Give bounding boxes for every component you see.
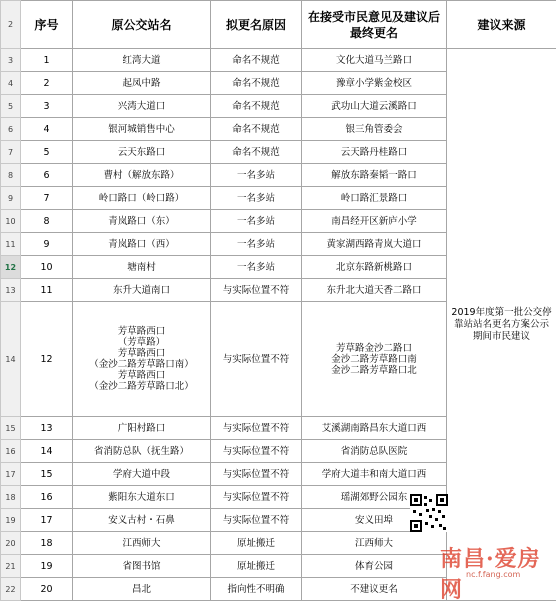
cell-original-name[interactable]: 省图书馆 [73, 555, 211, 578]
watermark-brand: 南昌·爱房网 [440, 542, 550, 604]
cell-rename-reason[interactable]: 与实际位置不符 [211, 417, 302, 440]
cell-final-name[interactable]: 省消防总队医院 [302, 440, 447, 463]
row-number[interactable]: 2 [1, 1, 21, 49]
cell-no[interactable]: 6 [21, 164, 73, 187]
cell-final-name[interactable]: 不建议更名 [302, 578, 447, 601]
cell-original-name[interactable] [73, 302, 211, 417]
cell-final-name[interactable]: 文化大道马兰路口 [302, 49, 447, 72]
cell-no[interactable]: 7 [21, 187, 73, 210]
header-no[interactable]: 序号 [21, 1, 73, 49]
cell-rename-reason[interactable]: 原址搬迁 [211, 532, 302, 555]
row-number[interactable]: 14 [1, 302, 21, 417]
cell-final-name[interactable]: 武功山大道云溪路口 [302, 95, 447, 118]
cell-final-name[interactable]: 东升北大道天香二路口 [302, 279, 447, 302]
cell-no[interactable]: 10 [21, 256, 73, 279]
row-number[interactable]: 3 [1, 49, 21, 72]
table-row [1, 49, 556, 72]
cell-original-name[interactable]: 安义古村・石鼻 [73, 509, 211, 532]
row-number[interactable]: 12 [1, 256, 21, 279]
row-number[interactable]: 16 [1, 440, 21, 463]
cell-original-name[interactable]: 紫阳东大道东口 [73, 486, 211, 509]
cell-no[interactable]: 13 [21, 417, 73, 440]
row-number[interactable]: 8 [1, 164, 21, 187]
cell-no[interactable]: 17 [21, 509, 73, 532]
cell-no[interactable]: 4 [21, 118, 73, 141]
row-number[interactable]: 5 [1, 95, 21, 118]
row-number[interactable]: 15 [1, 417, 21, 440]
cell-line: 金沙二路芳草路口北 [304, 365, 444, 376]
cell-line: （金沙二路芳草路口南） [75, 359, 208, 370]
cell-original-name[interactable]: 省消防总队（抚生路） [73, 440, 211, 463]
cell-original-name[interactable]: 青岚路口（东） [73, 210, 211, 233]
cell-rename-reason[interactable]: 一名多站 [211, 164, 302, 187]
cell-no[interactable]: 1 [21, 49, 73, 72]
cell-no[interactable]: 8 [21, 210, 73, 233]
cell-final-name[interactable] [302, 302, 447, 417]
cell-no[interactable]: 16 [21, 486, 73, 509]
cell-no[interactable]: 15 [21, 463, 73, 486]
cell-rename-reason[interactable]: 命名不规范 [211, 49, 302, 72]
cell-original-name[interactable]: 昌北 [73, 578, 211, 601]
cell-no[interactable]: 18 [21, 532, 73, 555]
cell-final-name[interactable]: 瑶湖郊野公园东 [302, 486, 447, 509]
cell-final-name[interactable]: 云天路丹桂路口 [302, 141, 447, 164]
row-number[interactable]: 21 [1, 555, 21, 578]
cell-rename-reason[interactable]: 命名不规范 [211, 72, 302, 95]
cell-rename-reason[interactable]: 与实际位置不符 [211, 486, 302, 509]
row-number[interactable]: 9 [1, 187, 21, 210]
cell-final-name[interactable]: 黄家湖西路青岚大道口 [302, 233, 447, 256]
cell-original-name[interactable]: 广阳村路口 [73, 417, 211, 440]
cell-no[interactable]: 11 [21, 279, 73, 302]
cell-rename-reason[interactable]: 一名多站 [211, 210, 302, 233]
cell-final-name[interactable]: 江西师大 [302, 532, 447, 555]
watermark-url: nc.f.fang.com [466, 570, 520, 579]
cell-rename-reason[interactable]: 与实际位置不符 [211, 302, 302, 417]
row-number[interactable]: 6 [1, 118, 21, 141]
row-number[interactable]: 11 [1, 233, 21, 256]
row-number[interactable]: 22 [1, 578, 21, 601]
cell-line: 芳草路西口 [75, 348, 208, 359]
cell-rename-reason[interactable]: 一名多站 [211, 187, 302, 210]
cell-original-name[interactable]: 兴湾大道口 [73, 95, 211, 118]
cell-final-name[interactable]: 银三角管委会 [302, 118, 447, 141]
header-original-name[interactable]: 原公交站名 [73, 1, 211, 49]
cell-no[interactable]: 19 [21, 555, 73, 578]
cell-source[interactable]: 2019年度第一批公交停靠站站名更名方案公示期间市民建议 [447, 49, 556, 601]
cell-final-name[interactable]: 豫章小学紫金校区 [302, 72, 447, 95]
cell-original-name[interactable]: 红湾大道 [73, 49, 211, 72]
cell-rename-reason[interactable]: 一名多站 [211, 233, 302, 256]
cell-final-name[interactable]: 安义田埠 [302, 509, 447, 532]
row-number[interactable]: 7 [1, 141, 21, 164]
row-number[interactable]: 18 [1, 486, 21, 509]
cell-rename-reason[interactable]: 与实际位置不符 [211, 440, 302, 463]
cell-no[interactable]: 3 [21, 95, 73, 118]
row-number[interactable]: 4 [1, 72, 21, 95]
cell-rename-reason[interactable]: 与实际位置不符 [211, 509, 302, 532]
cell-original-name[interactable]: 云天东路口 [73, 141, 211, 164]
cell-no[interactable]: 2 [21, 72, 73, 95]
cell-final-name[interactable]: 体育公园 [302, 555, 447, 578]
cell-final-name[interactable]: 岭口路汇景路口 [302, 187, 447, 210]
cell-no[interactable]: 9 [21, 233, 73, 256]
cell-original-name[interactable]: 东升大道南口 [73, 279, 211, 302]
header-row [1, 1, 556, 49]
cell-rename-reason[interactable]: 命名不规范 [211, 141, 302, 164]
cell-line: 金沙二路芳草路口南 [304, 354, 444, 365]
header-source[interactable]: 建议来源 [447, 1, 556, 49]
cell-original-name[interactable]: 起凤中路 [73, 72, 211, 95]
row-number[interactable]: 17 [1, 463, 21, 486]
cell-no[interactable]: 20 [21, 578, 73, 601]
cell-line: 芳草路西口 [75, 326, 208, 337]
cell-rename-reason[interactable]: 与实际位置不符 [211, 279, 302, 302]
cell-original-name[interactable]: 青岚路口（西） [73, 233, 211, 256]
cell-no[interactable]: 12 [21, 302, 73, 417]
cell-no[interactable]: 5 [21, 141, 73, 164]
cell-rename-reason[interactable]: 指向性不明确 [211, 578, 302, 601]
row-number[interactable]: 20 [1, 532, 21, 555]
cell-rename-reason[interactable]: 原址搬迁 [211, 555, 302, 578]
cell-original-name[interactable]: 塘南村 [73, 256, 211, 279]
cell-final-name[interactable]: 学府大道丰和南大道口西 [302, 463, 447, 486]
cell-original-name[interactable]: 银河城销售中心 [73, 118, 211, 141]
header-final-name[interactable]: 在接受市民意见及建议后最终更名 [302, 1, 447, 49]
cell-original-name[interactable]: 岭口路口（岭口路） [73, 187, 211, 210]
cell-rename-reason[interactable]: 命名不规范 [211, 118, 302, 141]
cell-rename-reason[interactable]: 与实际位置不符 [211, 463, 302, 486]
cell-line: （芳草路） [75, 337, 208, 348]
cell-rename-reason[interactable]: 命名不规范 [211, 95, 302, 118]
cell-line: 芳草路西口 [75, 370, 208, 381]
cell-original-name[interactable]: 学府大道中段 [73, 463, 211, 486]
row-number[interactable]: 13 [1, 279, 21, 302]
row-number[interactable]: 19 [1, 509, 21, 532]
cell-line: 芳草路金沙二路口 [304, 343, 444, 354]
cell-original-name[interactable]: 江西师大 [73, 532, 211, 555]
cell-final-name[interactable]: 艾溪湖南路昌东大道口西 [302, 417, 447, 440]
cell-rename-reason[interactable]: 一名多站 [211, 256, 302, 279]
cell-line: （金沙二路芳草路口北） [75, 381, 208, 392]
header-rename-reason[interactable]: 拟更名原因 [211, 1, 302, 49]
cell-final-name[interactable]: 北京东路新桃路口 [302, 256, 447, 279]
cell-no[interactable]: 14 [21, 440, 73, 463]
cell-final-name[interactable]: 南昌经开区新庐小学 [302, 210, 447, 233]
row-number[interactable]: 10 [1, 210, 21, 233]
cell-original-name[interactable]: 曹村（解放东路） [73, 164, 211, 187]
cell-final-name[interactable]: 解放东路秦韬一路口 [302, 164, 447, 187]
